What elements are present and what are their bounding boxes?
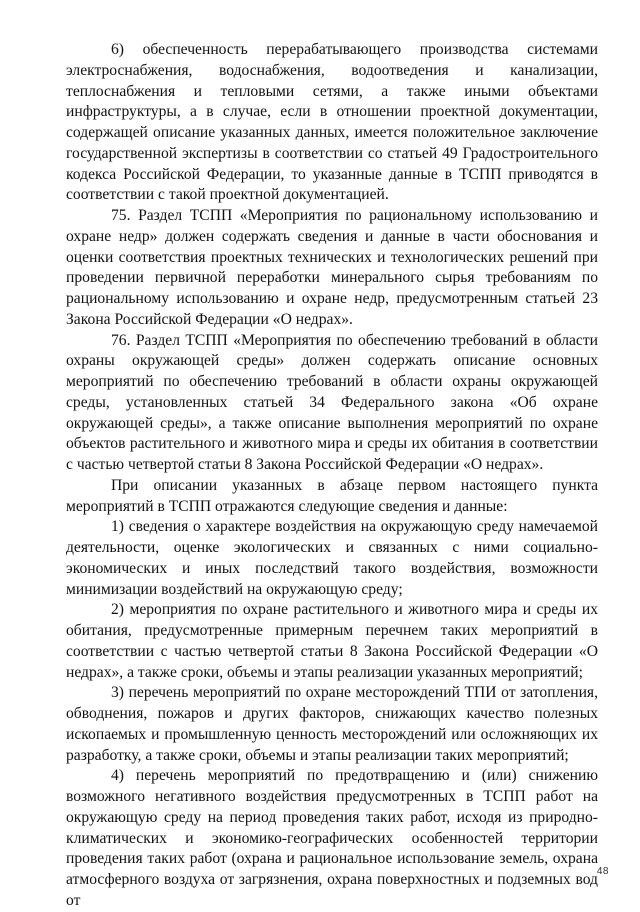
paragraph-item-1-impact: 1) сведения о характере воздействия на окружающую среду намечаемой деятельности, оценке экологических и связанных с ними социально-экономических и иных последствий такого воздействия, возможности минимизации воздействий на окружающую среду;	[66, 518, 598, 598]
paragraph-item-2-flora-fauna: 2) мероприятия по охране растительного и животного мира и среды их обитания, предусмотренные примерным перечнем таких мероприятий в соответствии с частью четвертой статьи 8 Закона Российской Федерации «О недрах», а также сроки, объемы и этапы реализации указанных мероприятий;	[66, 601, 598, 681]
paragraph-item-6-infrastructure: 6) обеспеченность перерабатывающего производства системами электроснабжения, водоснабжения, водоотведения и канализации, теплоснабжения и тепловыми сетями, а также иными объектами инфраструктуры, а в случае, если в отношении проектной документации, содержащей описание указанных данных, имеется положительное заключение государственной экспертизы в соответствии со статьей 49 Градостроительного кодекса Российской Федерации, то указанные данные в ТСПП приводятся в соответствии с такой проектной документацией.	[66, 41, 598, 204]
page-number: 48	[596, 866, 609, 877]
paragraph-section-76: 76. Раздел ТСПП «Мероприятия по обеспечению требований в области охраны окружающей среды» должен содержать описание основных мероприятий по обеспечению требований в области охраны окружающей среды, установленных статьей 34 Федерального закона «Об охране окружающей среды», а также описание выполнения мероприятий по охране объектов растительного и животного мира и среды их обитания в соответствии с частью четвертой статьи 8 Закона Российской Федерации «О недрах».	[66, 331, 598, 473]
paragraph-description-intro: При описании указанных в абзаце первом настоящего пункта мероприятий в ТСПП отражаются следующие сведения и данные:	[66, 476, 598, 515]
paragraph-item-4-negative-impact: 4) перечень мероприятий по предотвращению и (или) снижению возможного негативного воздействия предусмотренных в ТСПП работ на окружающую среду на период проведения таких работ, исходя из природно-климатических и экономико-географических особенностей территории проведения таких работ (охрана и рациональное использование земель, охрана атмосферного воздуха от загрязнения, охрана поверхностных и подземных вод от	[66, 767, 598, 909]
paragraph-item-3-deposit-protection: 3) перечень мероприятий по охране месторождений ТПИ от затопления, обводнения, пожаров и других факторов, снижающих качество полезных ископаемых и промышленную ценность месторождений или осложняющих их разработку, а также сроки, объемы и этапы реализации таких мероприятий;	[66, 684, 598, 764]
paragraph-section-75: 75. Раздел ТСПП «Мероприятия по рациональному использованию и охране недр» должен содержать сведения и данные в части обоснования и оценки соответствия проектных технических и технологических решений при проведении первичной переработки минерального сырья требованиям по рациональному использованию и охране недр, предусмотренным статьей 23 Закона Российской Федерации «О недрах».	[66, 207, 598, 328]
document-body	[66, 40, 598, 912]
